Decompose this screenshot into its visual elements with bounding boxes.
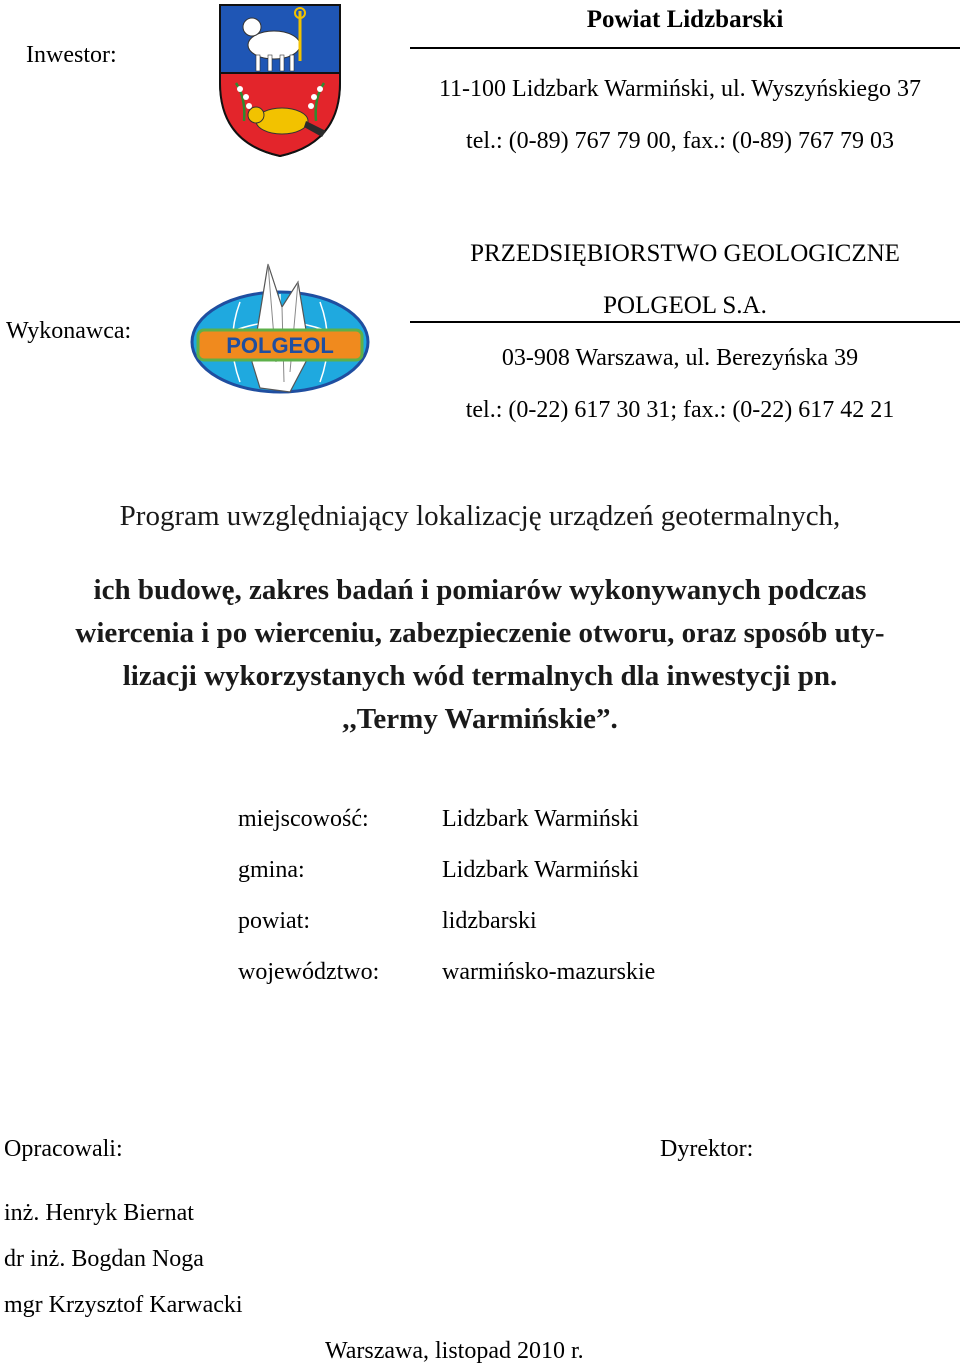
- contractor-divider: [410, 321, 960, 323]
- powiat-coat-of-arms-icon: [218, 3, 342, 158]
- contractor-label: Wykonawca:: [6, 318, 132, 344]
- program-line-2: wiercenia i po wierceniu, zabezpieczenie otworu, oraz sposób uty-: [75, 617, 885, 649]
- director-label: Dyrektor:: [660, 1136, 754, 1162]
- author-name: dr inż. Bogdan Noga: [4, 1246, 204, 1272]
- program-title: Program uwzględniający lokalizację urządzeń geotermalnych,: [119, 500, 841, 532]
- contractor-company-line2: POLGEOL S.A.: [603, 292, 767, 319]
- location-value-voivodeship: warmińsko-mazurskie: [442, 959, 656, 985]
- program-line-4: ,,Termy Warmińskie”.: [342, 703, 618, 735]
- investor-divider: [410, 47, 960, 49]
- program-line-3: lizacji wykorzystanych wód termalnych dla inwestycji pn.: [122, 660, 838, 692]
- location-key-voivodeship: województwo:: [238, 959, 380, 985]
- contractor-company-line1: PRZEDSIĘBIORSTWO GEOLOGICZNE: [470, 240, 900, 267]
- contractor-address: 03-908 Warszawa, ul. Berezyńska 39: [501, 345, 859, 371]
- investor-address: 11-100 Lidzbark Warmiński, ul. Wyszyńskiego 37: [438, 76, 922, 102]
- location-value-commune: Lidzbark Warmiński: [442, 857, 639, 883]
- polgeol-logo-icon: [190, 262, 370, 394]
- polgeol-logo-text: POLGEOL: [226, 333, 334, 358]
- location-value-town: Lidzbark Warmiński: [442, 806, 639, 832]
- author-name: mgr Krzysztof Karwacki: [4, 1292, 243, 1318]
- investor-phone: tel.: (0-89) 767 79 00, fax.: (0-89) 767 79 03: [466, 128, 894, 154]
- investor-name: Powiat Lidzbarski: [586, 6, 784, 33]
- author-name: inż. Henryk Biernat: [4, 1200, 194, 1226]
- location-value-county: lidzbarski: [442, 908, 537, 934]
- location-key-town: miejscowość:: [238, 806, 369, 832]
- program-line-1: ich budowę, zakres badań i pomiarów wykonywanych podczas: [93, 574, 867, 606]
- authors-label: Opracowali:: [4, 1136, 123, 1162]
- contractor-phone: tel.: (0-22) 617 30 31; fax.: (0-22) 617 42 21: [465, 397, 895, 423]
- location-key-county: powiat:: [238, 908, 310, 934]
- place-date: Warszawa, listopad 2010 r.: [325, 1338, 584, 1364]
- location-key-commune: gmina:: [238, 857, 305, 883]
- investor-label: Inwestor:: [26, 42, 117, 68]
